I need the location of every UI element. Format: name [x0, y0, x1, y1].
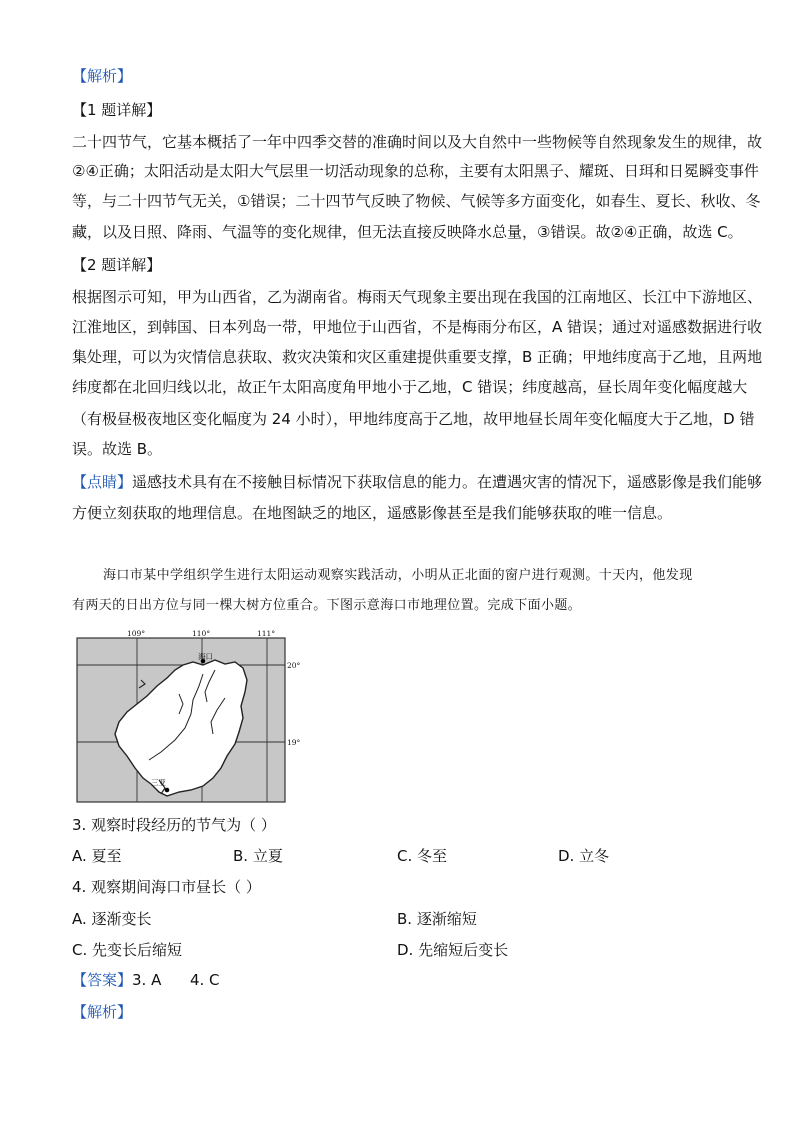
- longitude-label: 110°: [192, 629, 211, 638]
- longitude-label: 111°: [257, 629, 276, 638]
- q4-option-a: A. 逐渐变长: [72, 910, 152, 928]
- key-point-text: 遥感技术具有在不接触目标情况下获取信息的能力。在遭遇灾害的情况下，遥感影像是我们能够: [132, 473, 763, 491]
- hainan-location-map: [75, 628, 307, 806]
- q4-option-c: C. 先变长后缩短: [72, 941, 183, 959]
- answer-tag: 【答案】: [72, 971, 133, 989]
- q2-detail-line: 根据图示可知，甲为山西省，乙为湖南省。梅雨天气现象主要出现在我国的江南地区、长江中下游地区、: [72, 288, 763, 306]
- answer-text: 3. A 4. C: [132, 971, 220, 989]
- analysis-heading: 【解析】: [72, 67, 133, 85]
- q3-option-a: A. 夏至: [72, 847, 122, 865]
- q3-option-b: B. 立夏: [233, 847, 283, 865]
- longitude-label: 109°: [127, 629, 146, 638]
- q2-detail-line: 纬度都在北回归线以北，故正午太阳高度角甲地小于乙地，C 错误；纬度越高，昼长周年变化幅度越大: [72, 378, 748, 396]
- q4-option-b: B. 逐渐缩短: [397, 910, 477, 928]
- q1-detail-line: ②④正确；太阳活动是太阳大气层里一切活动现象的总称，主要有太阳黑子、耀斑、日珥和日冕瞬变事件: [72, 162, 759, 180]
- q2-detail-line: 集处理，可以为灾情信息获取、救灾决策和灾区重建提供重要支撑，B 正确；甲地纬度高于乙地，且两地: [72, 348, 763, 366]
- latitude-label: 19°: [287, 738, 301, 747]
- q2-detail-heading: 【2 题详解】: [72, 256, 162, 274]
- q1-detail-line: 二十四节气，它基本概括了一年中四季交替的准确时间以及大自然中一些物候等自然现象发生的规律，故: [72, 133, 763, 151]
- q1-detail-heading: 【1 题详解】: [72, 101, 162, 119]
- q2-detail-line: 误。故选 B。: [72, 440, 163, 458]
- question-3-stem: 3. 观察时段经历的节气为（ ）: [72, 816, 276, 834]
- q4-option-d: D. 先缩短后变长: [397, 941, 509, 959]
- question-intro-line: 有两天的日出方位与同一棵大树方位重合。下图示意海口市地理位置。完成下面小题。: [72, 598, 582, 613]
- key-point-line: 方便立刻获取的地理信息。在地图缺乏的地区，遥感影像甚至是我们能够获取的唯一信息。: [72, 504, 673, 522]
- answer-line: [72, 970, 220, 990]
- sanya-marker: [165, 788, 170, 793]
- analysis-heading-2: 【解析】: [72, 1003, 133, 1021]
- key-point-tag: 【点睛】: [72, 473, 133, 491]
- haikou-label: 海口: [198, 652, 213, 661]
- latitude-label: 20°: [287, 661, 301, 670]
- q1-detail-line: 藏，以及日照、降雨、气温等的变化规律，但无法直接反映降水总量，③错误。故②④正确，故选 C。: [72, 223, 743, 241]
- question-4-stem: 4. 观察期间海口市昼长（ ）: [72, 878, 261, 896]
- q3-option-d: D. 立冬: [558, 847, 610, 865]
- q2-detail-line: 江淮地区，到韩国、日本列岛一带，甲地位于山西省，不是梅雨分布区，A 错误；通过对遥感数据进行收: [72, 318, 763, 336]
- sanya-label: 三亚: [151, 778, 166, 787]
- question-intro-line: 海口市某中学组织学生进行太阳运动观察实践活动，小明从正北面的窗户进行观测。十天内，他发现: [103, 568, 693, 583]
- q2-detail-line: （有极昼极夜地区变化幅度为 24 小时），甲地纬度高于乙地，故甲地昼长周年变化幅度大于乙地，D 错: [72, 410, 755, 428]
- key-point-line: [72, 472, 762, 492]
- q3-option-c: C. 冬至: [397, 847, 448, 865]
- q1-detail-line: 等，与二十四节气无关，①错误；二十四节气反映了物候、气候等多方面变化，如春生、夏长、秋收、冬: [72, 192, 761, 210]
